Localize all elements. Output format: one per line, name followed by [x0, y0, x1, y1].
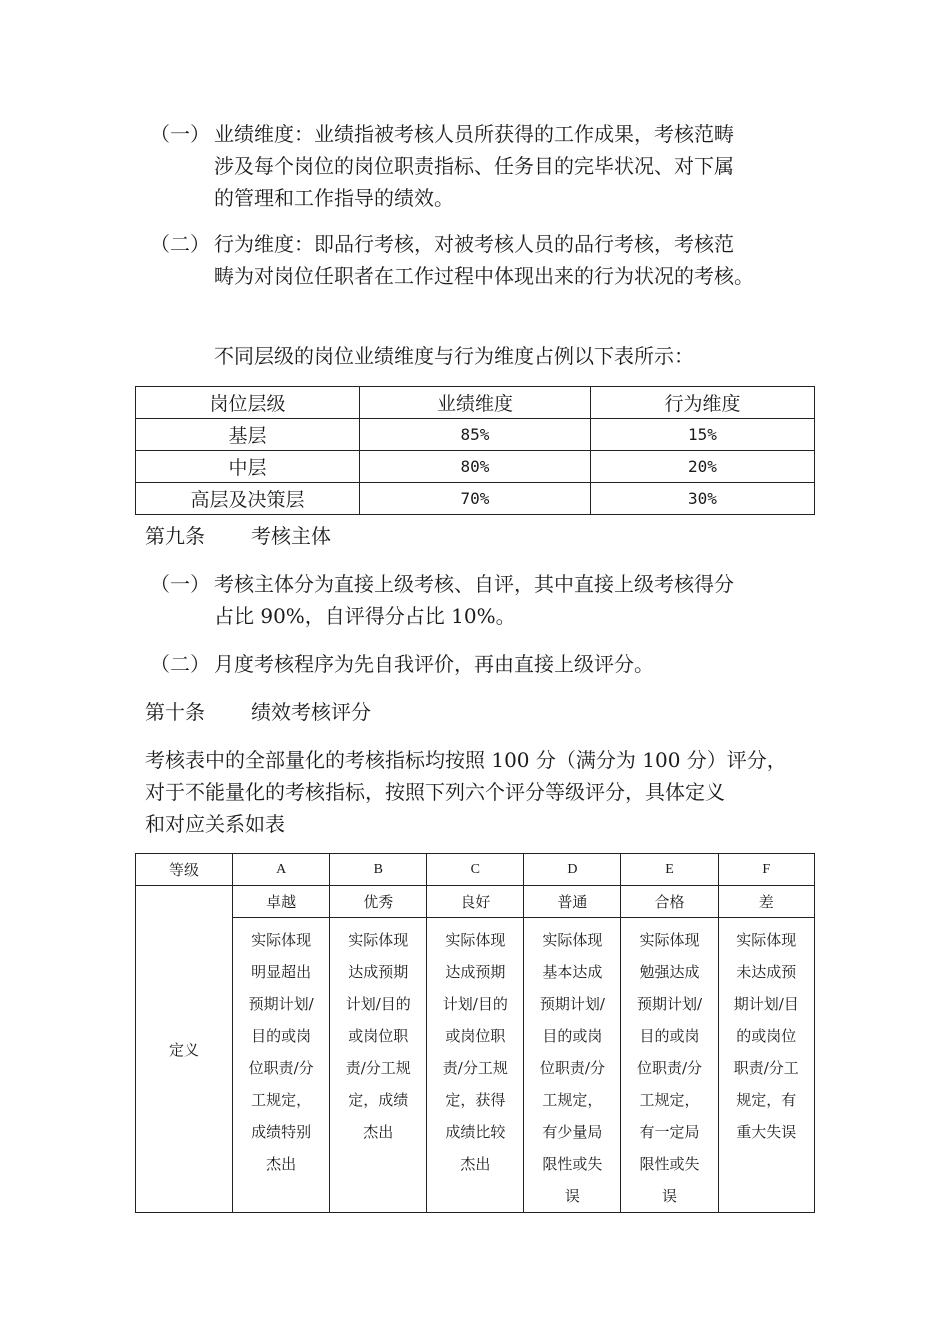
definition-line: 实际体现 — [542, 931, 603, 949]
grade-name-cell: 合格 — [621, 886, 718, 918]
definition-line: 目的或岗 — [542, 1027, 603, 1045]
ratio-intro: 不同层级的岗位业绩维度与行为维度占例以下表所示： — [214, 344, 694, 368]
definition-line: 未达成预 — [736, 963, 797, 981]
grade-letter-cell: D — [524, 854, 621, 886]
grade-definition-row — [136, 918, 815, 1213]
performance-ratio-cell: 80% — [360, 451, 591, 483]
table-row — [136, 451, 815, 483]
paragraph-line: 的管理和工作指导的绩效。 — [214, 186, 454, 210]
grade-letter-row — [136, 854, 815, 886]
definition-line: 工规定， — [542, 1091, 603, 1109]
definition-line: 责/分工规 — [442, 1059, 508, 1077]
grade-letter-cell: C — [427, 854, 524, 886]
paragraph-line: 行为维度：即品行考核，对被考核人员的品行考核，考核范 — [214, 232, 734, 256]
grade-name-cell: 差 — [718, 886, 814, 918]
section-number: （二） — [150, 232, 210, 256]
article-10-heading — [145, 696, 371, 728]
definition-line: 或岗位职 — [348, 1027, 409, 1045]
grade-name-row — [136, 886, 815, 918]
definition-line: 误 — [662, 1187, 678, 1205]
section-number: （二） — [150, 652, 210, 676]
section-number: （一） — [150, 572, 210, 596]
definition-line: 实际体现 — [639, 931, 700, 949]
definition-line: 误 — [564, 1187, 580, 1205]
level-cell: 基层 — [136, 419, 360, 451]
paragraph-line: 月度考核程序为先自我评价，再由直接上级评分。 — [214, 652, 654, 676]
definition-line: 规定，有 — [736, 1091, 797, 1109]
table-header-row — [136, 387, 815, 419]
definition-line: 实际体现 — [348, 931, 409, 949]
article-title: 绩效考核评分 — [251, 700, 371, 724]
definition-line: 定，成绩 — [348, 1091, 409, 1109]
definition-line: 实际体现 — [736, 931, 797, 949]
definition-line: 有少量局 — [542, 1123, 603, 1141]
performance-ratio-cell: 70% — [360, 483, 591, 515]
definition-line: 成绩比较 — [445, 1123, 506, 1141]
definition-line: 预期计划/ — [636, 995, 703, 1013]
definition-line: 或岗位职 — [445, 1027, 506, 1045]
article-title: 考核主体 — [251, 524, 331, 548]
performance-ratio-cell: 85% — [360, 419, 591, 451]
grade-definition-cell — [524, 918, 621, 1213]
grade-label-cell: 等级 — [136, 854, 233, 886]
definition-line: 责/分工规 — [345, 1059, 411, 1077]
definition-line: 工规定， — [639, 1091, 700, 1109]
definition-line: 杰出 — [460, 1155, 491, 1173]
behavior-ratio-cell: 15% — [590, 419, 814, 451]
definition-line: 限性或失 — [639, 1155, 700, 1173]
definition-line: 职责/分工 — [733, 1059, 799, 1077]
article-label: 第九条 — [145, 524, 205, 548]
grade-definition-cell — [718, 918, 814, 1213]
paragraph-line: 考核表中的全部量化的考核指标均按照 100 分（满分为 100 分）评分， — [145, 748, 787, 772]
definition-line: 位职责/分 — [248, 1059, 314, 1077]
article-9-heading — [145, 520, 331, 552]
ratio-table — [135, 386, 815, 515]
header-cell: 岗位层级 — [136, 387, 360, 419]
definition-line: 预期计划/ — [248, 995, 314, 1013]
section-number: （一） — [150, 122, 210, 146]
definition-line: 目的或岗 — [251, 1027, 312, 1045]
definition-line: 限性或失 — [542, 1155, 603, 1173]
definition-line: 重大失误 — [736, 1123, 797, 1141]
definition-line: 杰出 — [363, 1123, 394, 1141]
level-cell: 高层及决策层 — [136, 483, 360, 515]
grade-definition-cell — [427, 918, 524, 1213]
paragraph-line: 和对应关系如表 — [145, 812, 285, 836]
definition-line: 有一定局 — [639, 1123, 700, 1141]
definition-line: 的或岗位 — [736, 1027, 797, 1045]
definition-line: 杰出 — [266, 1155, 297, 1173]
grade-letter-cell: F — [718, 854, 814, 886]
grade-name-cell: 卓越 — [233, 886, 330, 918]
grade-letter-cell: B — [330, 854, 427, 886]
definition-line: 实际体现 — [251, 931, 312, 949]
article-label: 第十条 — [145, 700, 205, 724]
definition-line: 定，获得 — [445, 1091, 506, 1109]
definition-line: 实际体现 — [445, 931, 506, 949]
definition-line: 计划/目的 — [345, 995, 411, 1013]
definition-line: 预期计划/ — [539, 995, 605, 1013]
definition-line: 工规定， — [251, 1091, 312, 1109]
grade-letter-cell: E — [621, 854, 718, 886]
paragraph-line: 对于不能量化的考核指标，按照下列六个评分等级评分，具体定义 — [145, 780, 725, 804]
grade-name-cell: 良好 — [427, 886, 524, 918]
paragraph-line: 畴为对岗位任职者在工作过程中体现出来的行为状况的考核。 — [214, 264, 754, 288]
grade-name-cell: 普通 — [524, 886, 621, 918]
table-row — [136, 419, 815, 451]
definition-line: 计划/目的 — [442, 995, 508, 1013]
grade-name-cell: 优秀 — [330, 886, 427, 918]
definition-line: 成绩特别 — [251, 1123, 312, 1141]
behavior-ratio-cell: 30% — [590, 483, 814, 515]
level-cell: 中层 — [136, 451, 360, 483]
header-cell: 行为维度 — [590, 387, 814, 419]
paragraph-line: 占比 90%，自评得分占比 10%。 — [214, 604, 516, 628]
table-row — [136, 483, 815, 515]
grade-definition-cell — [233, 918, 330, 1213]
header-cell: 业绩维度 — [360, 387, 591, 419]
definition-line: 达成预期 — [348, 963, 409, 981]
definition-line: 位职责/分 — [539, 1059, 605, 1077]
grade-definition-cell — [330, 918, 427, 1213]
definition-line: 期计划/目 — [733, 995, 799, 1013]
paragraph-line: 业绩维度：业绩指被考核人员所获得的工作成果，考核范畴 — [214, 122, 734, 146]
grade-table — [135, 853, 815, 1213]
definition-line: 位职责/分 — [636, 1059, 703, 1077]
definition-line: 达成预期 — [445, 963, 506, 981]
grade-letter-cell: A — [233, 854, 330, 886]
behavior-ratio-cell: 20% — [590, 451, 814, 483]
definition-line: 目的或岗 — [639, 1027, 700, 1045]
paragraph-line: 考核主体分为直接上级考核、自评，其中直接上级考核得分 — [214, 572, 734, 596]
definition-label-cell: 定义 — [136, 886, 233, 1213]
paragraph-line: 涉及每个岗位的岗位职责指标、任务目的完毕状况、对下属 — [214, 154, 734, 178]
definition-line: 明显超出 — [251, 963, 312, 981]
definition-line: 勉强达成 — [639, 963, 700, 981]
definition-line: 基本达成 — [542, 963, 603, 981]
grade-definition-cell — [621, 918, 718, 1213]
